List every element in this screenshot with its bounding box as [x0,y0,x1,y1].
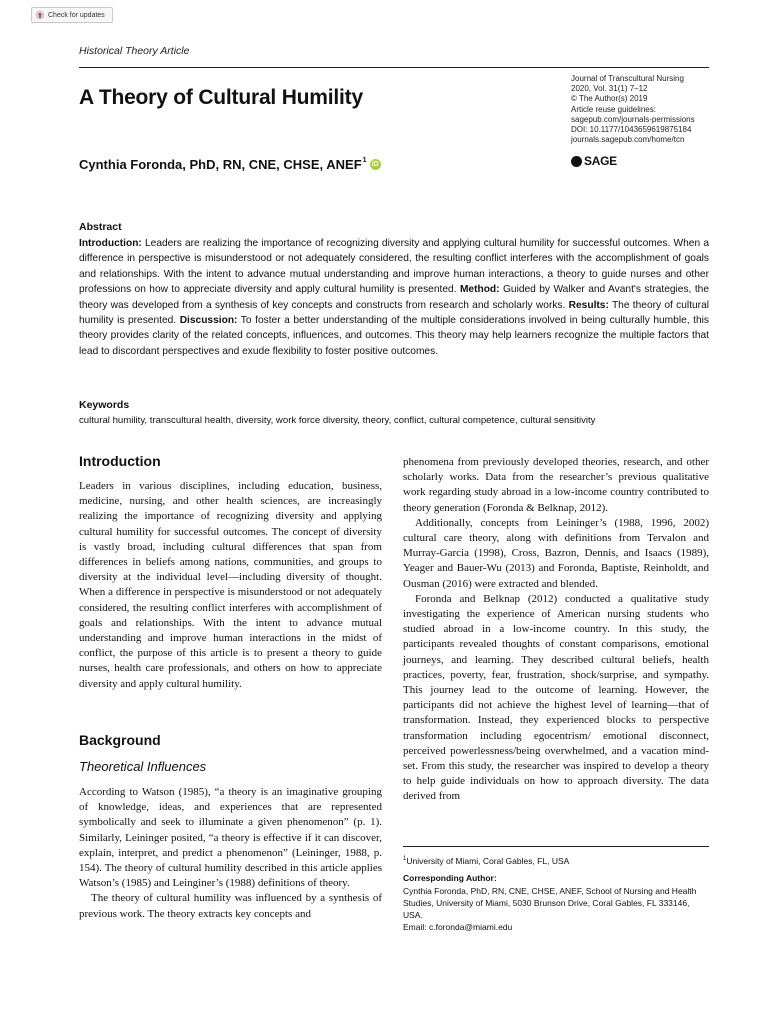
journal-name: Journal of Transcultural Nursing [571,74,684,83]
abstract-discussion-text: To foster a better understanding of the multiple considerations involved in being culturally humble, this theory provides clarity of the related concepts, influences, and outcomes. This theory may help learners recognize the multiple factors that lead to discordant perspectives and exude flexibility to foster positive outcomes. [79,315,709,357]
journal-meta [571,74,695,145]
corresponding-author-email[interactable]: Email: c.foronda@miami.edu [403,922,513,932]
introduction-text: Leaders in various disciplines, including education, business, medicine, nursing, and other health sciences, are increasingly realizing the importance of recognizing diversity and applying cultural humility for successful outcomes. The concept of diversity is vastly broad, including cultural differences that span from differences in beliefs among nations, communities, and groups to diversity at the individual level—including diversity of thought. When a difference in perspective is misunderstood or not adequately considered, the resulting conflict interferes with accomplishment of goals and relationships. With the intent to advance mutual understanding and improve human interactions in the midst of conflict, the purpose of this article is to present a theory to guide nurses, health care professionals, and others on how to appreciate diversity and apply cultural humility. [79,480,382,690]
theoretical-influences-body [79,785,382,922]
right-paragraph-1: phenomena from previously developed theories, research, and other scholarly works. Data from the researcher’s previous qualitative work regarding study abroad in a low-income country contributed to theory generation (Foronda & Belknap, 2012). [403,456,709,514]
abstract-heading: Abstract [79,221,122,233]
introduction-heading: Introduction [79,453,161,469]
publisher-logo [571,154,617,168]
article-type: Historical Theory Article [79,45,190,57]
author-affiliation-mark: 1 [362,157,367,164]
theoretical-paragraph-1: According to Watson (1985), “a theory is an imaginative grouping of knowledge, ideas, and experiences that are represented symbolically and seek to illuminate a given phenomenon” (p. 1). Similarly, Leininger posited, “a theory is effective if it can discover, explain, interpret, and predict a phenomenon” (Leininger, 1988, p. 154). The theory of cultural humility described in this article applies Watson’s (1985) and Leinginer’s (1988) definitions of theory. [79,786,382,890]
theoretical-paragraph-2: The theory of cultural humility was influenced by a synthesis of previous work. The theory extracts key concepts and [79,892,382,920]
journal-volume: 2020, Vol. 31(1) 7–12 [571,84,648,94]
abstract-intro-text: Leaders are realizing the importance of recognizing diversity and applying cultural humility for successful outcomes. When a difference in perspective is misunderstood or not adequately considered, the resulting conflict interferes with the accomplishment of goals and relationships. With the intent to advance mutual understanding and improve human interactions, a theory to guide nurses and other professions on how to appreciate diversity and apply cultural humility is presented. [79,238,709,296]
affiliation-footnote [403,853,709,867]
affiliation-text: University of Miami, Coral Gables, FL, USA [406,855,570,866]
doi-link[interactable]: DOI: 10.1177/1043659619875184 [571,124,692,134]
right-paragraph-3: Foronda and Belknap (2012) conducted a qualitative study investigating the experience of American nursing students who studied abroad in a low-income country. In this study, the participants revealed thoughts of constant comparisons, emotional journeys, and learning. They described cultural beliefs, health practices, poverty, fear, frustration, shock/surprise, and sympathy. This journey lead to the outcome of learning. However, the participants did not achieve the highest level of learning—that of transformation. Instead, they experienced blocks to perspective transformation including egocentrism/ emotional disconnect, perceived powerlessness/being overwhelmed, and a vacation mind-set. From this study, the researcher was inspired to develop a theory to help guide individuals on how to approach diversity. The data derived from [403,592,709,803]
keywords-heading: Keywords [79,399,130,411]
abstract-body [79,236,709,359]
journal-home-link[interactable]: journals.sagepub.com/home/tcn [571,135,685,145]
check-updates-icon [35,10,45,20]
corresponding-author-address: Cynthia Foronda, PhD, RN, CNE, CHSE, ANEF, School of Nursing and Health Studies, University of Miami, 5030 Brunson Drive, Coral Gables, FL 333146, USA. [403,886,697,920]
abstract-method-label: Method: [459,284,500,296]
author-name: Cynthia Foronda, PhD, RN, CNE, CHSE, ANEF [79,157,362,172]
footnote-rule [403,846,709,847]
abstract-results-label: Results: [568,299,609,311]
right-column-body [403,455,709,805]
check-for-updates-button[interactable] [31,7,113,23]
check-for-updates-label: Check for updates [48,11,105,19]
abstract-discussion-label: Discussion: [179,315,238,327]
article-title: A Theory of Cultural Humility [79,86,363,109]
theoretical-influences-heading: Theoretical Influences [79,759,207,774]
abstract-results-text: The theory of cultural humility is presented. [79,299,710,327]
orcid-icon[interactable]: iD [371,161,379,168]
journal-copyright: © The Author(s) 2019 [571,94,648,104]
affiliation-mark: 1 [403,856,407,862]
keywords-list: cultural humility, transcultural health, diversity, work force diversity, theory, conflict, cultural competence, cultural sensitivity [79,415,596,426]
permissions-link[interactable]: sagepub.com/journals-permissions [571,114,695,124]
corresponding-author-details [403,885,709,933]
abstract-method-text: Guided by Walker and Avant's strategies, the theory was developed from a synthesis of key concepts and constructs from research and scholarly works. [79,284,709,311]
background-heading: Background [79,732,161,748]
right-paragraph-2: Additionally, concepts from Leininger’s (1988, 1996, 2002) cultural care theory, along with definitions from Tervalon and Murray-Garcia (1998), Cross, Bazron, Dennis, and Isaacs (1989), Yeager and Bauer-Wu (2013) and Foronda, Baptiste, Reinholdt, and Ousman (2016) were extracted and blended. [403,516,709,590]
introduction-paragraph [79,479,382,692]
header-rule [79,67,709,68]
corresponding-author-heading: Corresponding Author: [403,873,497,883]
abstract-intro-label: Introduction: [79,238,142,249]
reuse-guidelines: Article reuse guidelines: [571,104,656,114]
sage-logo-icon [571,156,582,167]
author-line [79,157,381,172]
publisher-name: SAGE [584,154,617,168]
